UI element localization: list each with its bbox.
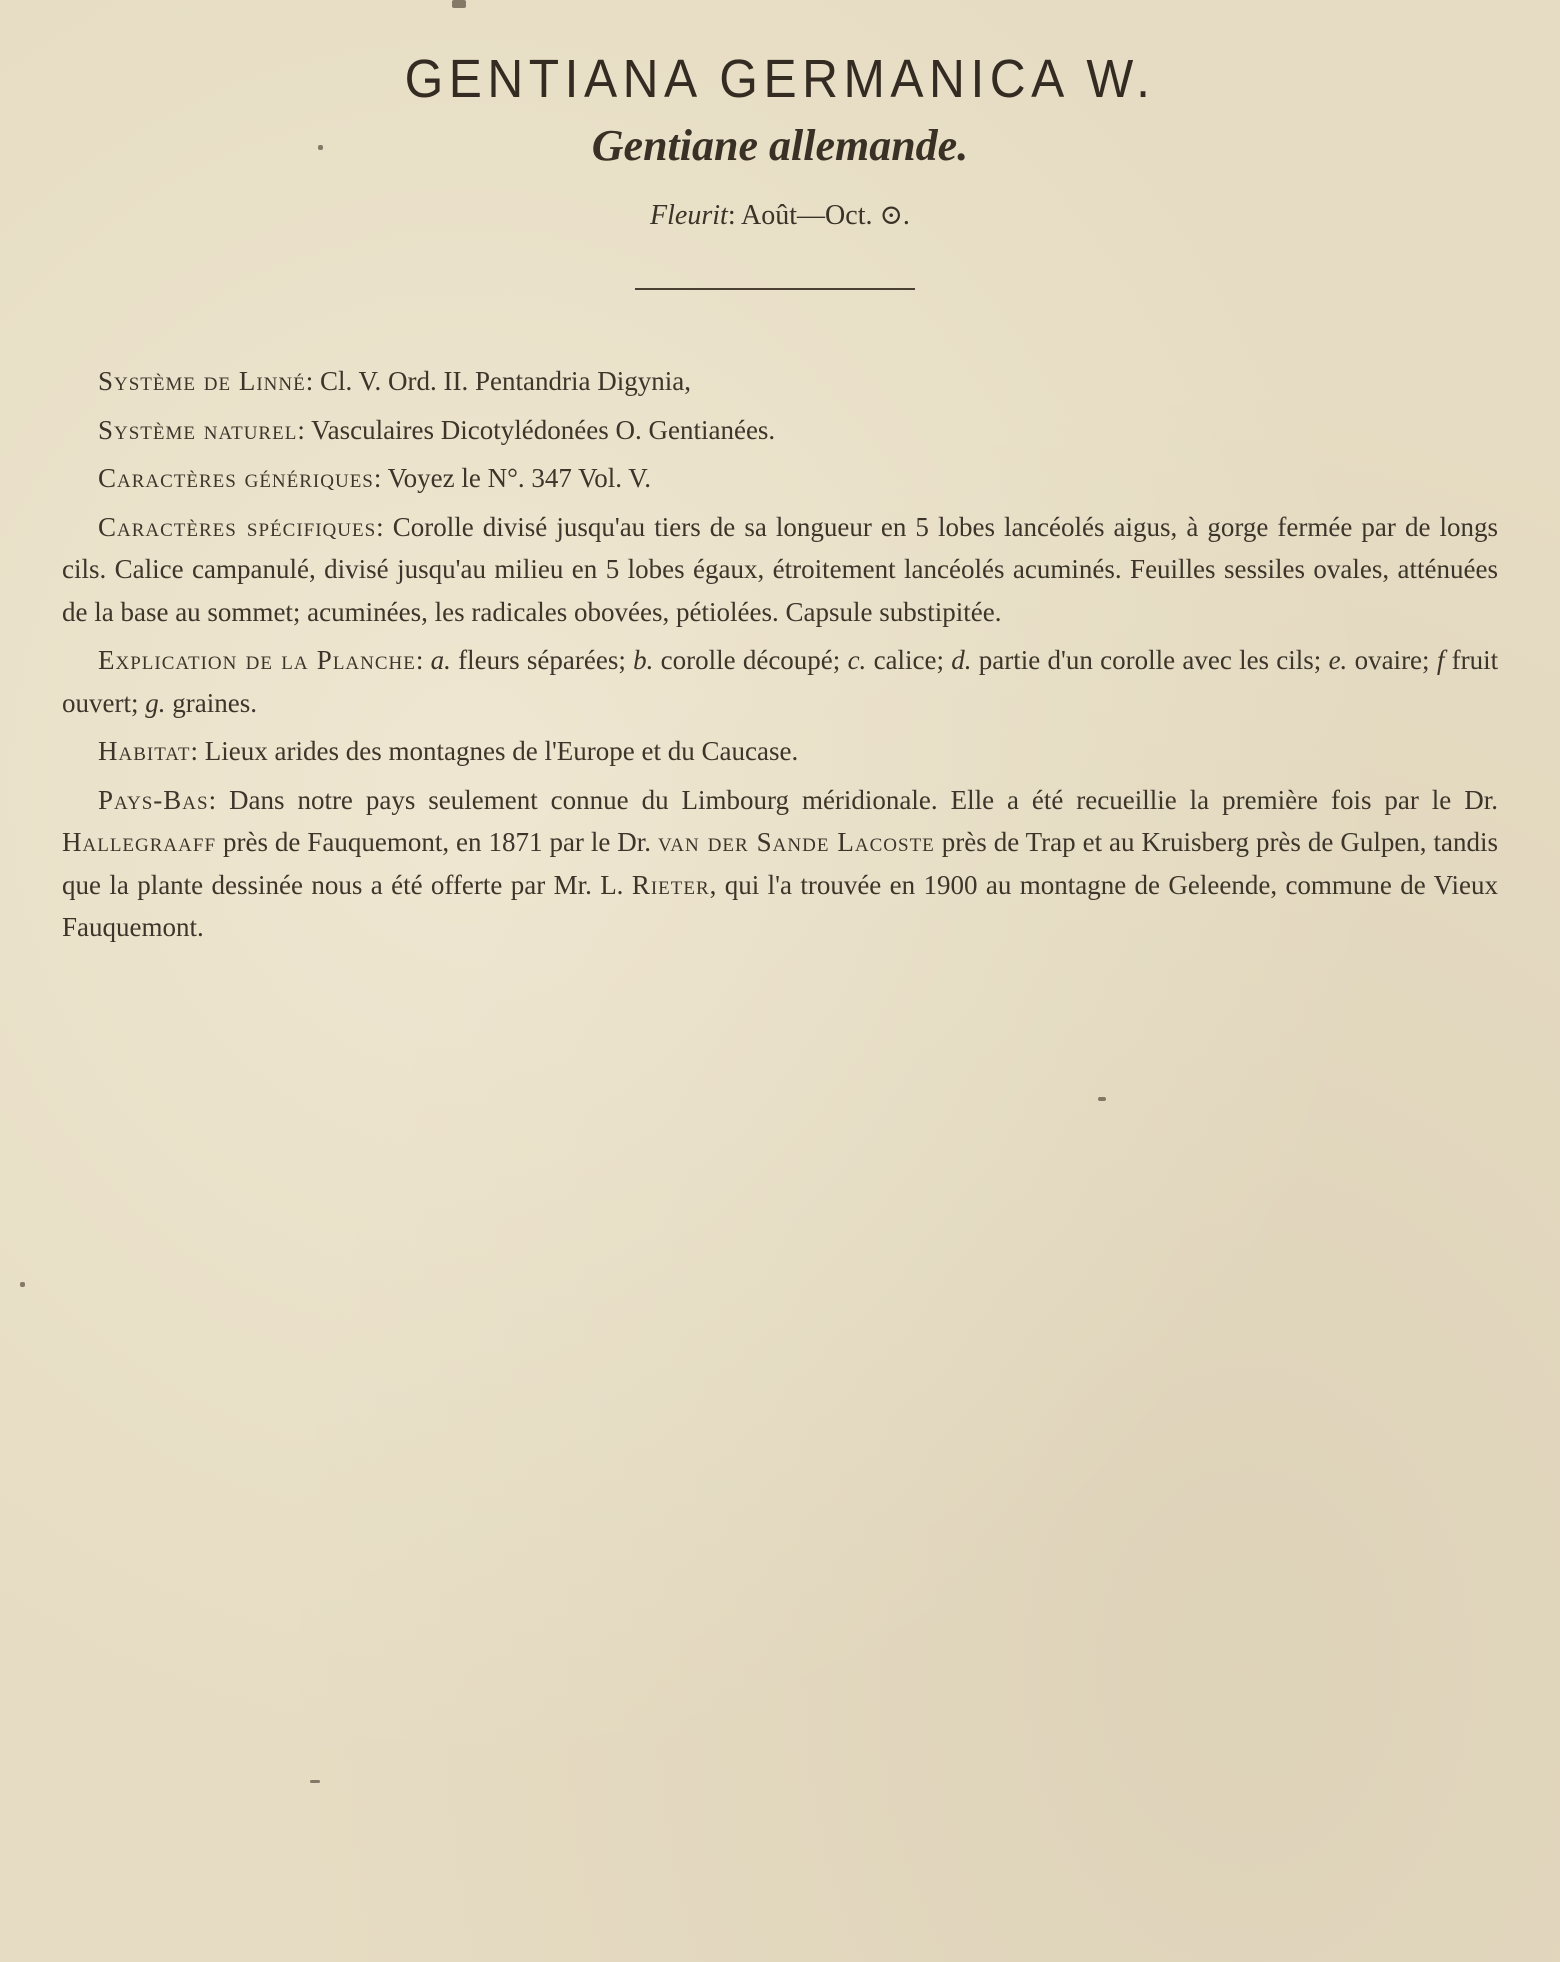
- section-text: Corolle divisé jusqu'au tiers de sa longueur en 5 lobes lancéolés aigus, à gorge fermée par de longs cils. Calice campanulé, divisé jusqu'au milieu en 5 lobes égaux, étroitement lancéolés acuminés. Feuilles sessiles ovales, atténuées de la base au sommet; acuminées, les radicales obovées, pétiolées. Capsule substipitée.: [62, 511, 1498, 627]
- paper-speck: [318, 145, 323, 150]
- person-name-van-der-sande-lacoste: van der Sande Lacoste: [658, 827, 935, 857]
- flowering-value: Août—Oct. ⊙.: [741, 200, 910, 231]
- plate-key-f: f: [1436, 645, 1445, 675]
- section-label: Habitat: [98, 736, 191, 766]
- section-label: Caractères spécifiques: [98, 511, 377, 542]
- plate-item-f: fruit ouvert;: [62, 645, 1499, 718]
- plate-item-e: ovaire;: [1354, 645, 1430, 675]
- section-text-part: , qui l'a trouvée en 1900 au montagne de Geleende, commune de Vieux Fauquemont.: [62, 869, 1499, 942]
- section-text: Cl. V. Ord. II. Pentandria Digynia,: [319, 366, 691, 396]
- plate-key-e: e.: [1328, 645, 1348, 675]
- section-habitat: Habitat: Lieux arides des montagnes de l'Europe et du Caucase.: [98, 736, 799, 766]
- person-name-hallegraaff: Hallegraaff: [62, 827, 217, 857]
- section-text: Voyez le N°. 347 Vol. V.: [387, 463, 651, 493]
- plate-item-a: fleurs séparées;: [458, 645, 626, 675]
- plate-item-c: calice;: [873, 645, 945, 675]
- section-generic-characters: Caractères génériques: Voyez le N°. 347 Vol. V.: [98, 463, 651, 493]
- plate-key-b: b.: [633, 645, 654, 675]
- flowering-period: Fleurit: Août—Oct. ⊙.: [650, 200, 910, 231]
- section-specific-characters: Caractères spécifiques: Corolle divisé jusqu'au tiers de sa longueur en 5 lobes lancéolés aigus, à gorge fermée par de longs cils. Calice campanulé, divisé jusqu'au milieu en 5 lobes égaux, étroitement lancéolés acuminés. Feuilles sessiles ovales, atténuées de la base au sommet; acuminées, les radicales obovées, pétiolées. Capsule substipitée.: [62, 511, 1498, 627]
- section-text: Vasculaires Dicotylédonées O. Gentianées.: [311, 414, 776, 445]
- plate-item-b: corolle découpé;: [660, 645, 841, 675]
- section-natural-system: Système naturel: Vasculaires Dicotylédonées O. Gentianées.: [98, 414, 776, 445]
- plate-item-d: partie d'un corolle avec les cils;: [978, 645, 1322, 675]
- plate-item-g: graines.: [172, 687, 257, 718]
- section-text-part: Dans notre pays seulement connue du Limbourg méridionale. Elle a été recueillie la première fois par le Dr.: [229, 784, 1498, 815]
- page-title: GENTIANA GERMANICA W.: [404, 49, 1156, 109]
- paper-speck: [1098, 1097, 1106, 1101]
- paper-speck: [310, 1780, 320, 1783]
- section-text-part: près de Fauquemont, en 1871 par le Dr.: [216, 827, 659, 857]
- plate-key-d: d.: [951, 645, 972, 675]
- plate-key-c: c.: [847, 645, 867, 675]
- section-plate-explanation: Explication de la Planche: a. fleurs séparées; b. corolle découpé; c. calice; d. partie d'un corolle avec les cils; e. ovaire; f fruit ouvert; g. graines.: [62, 645, 1499, 718]
- section-linnaeus: Système de Linné: Cl. V. Ord. II. Pentandria Digynia,: [98, 366, 691, 396]
- person-name-rieter: Rieter: [631, 869, 710, 900]
- section-text-part: près de Trap et au Kruisberg près de Gulpen, tandis que la plante dessinée nous a été offerte par Mr. L.: [62, 827, 1499, 900]
- plate-key-g: g.: [145, 687, 166, 718]
- section-label: Caractères génériques: [98, 463, 374, 493]
- title-divider: [635, 288, 915, 290]
- page-subtitle: Gentiane allemande.: [591, 121, 969, 170]
- section-netherlands: Pays-Bas: Dans notre pays seulement connue du Limbourg méridionale. Elle a été recueillie la première fois par le Dr. Hallegraaff près de Fauquemont, en 1871 par le Dr. van der Sande Lacoste près de Trap et au Kruisberg près de Gulpen, tandis que la plante dessinée nous a été offerte par Mr. L. Rieter, qui l'a trouvée en 1900 au montagne de Geleende, commune de Vieux Fauquemont.: [62, 784, 1499, 942]
- plate-key-a: a.: [430, 645, 451, 675]
- section-label: Système naturel: [98, 414, 298, 445]
- flowering-label: Fleurit: [650, 200, 728, 231]
- description-body: [62, 360, 1498, 955]
- section-text: Lieux arides des montagnes de l'Europe et du Caucase.: [204, 736, 799, 766]
- paper-speck: [20, 1282, 25, 1287]
- section-label: Système de Linné: [98, 366, 306, 396]
- section-label: Pays-Bas: [98, 784, 209, 815]
- section-label: Explication de la Planche: [98, 645, 416, 675]
- paper-speck: [452, 0, 466, 8]
